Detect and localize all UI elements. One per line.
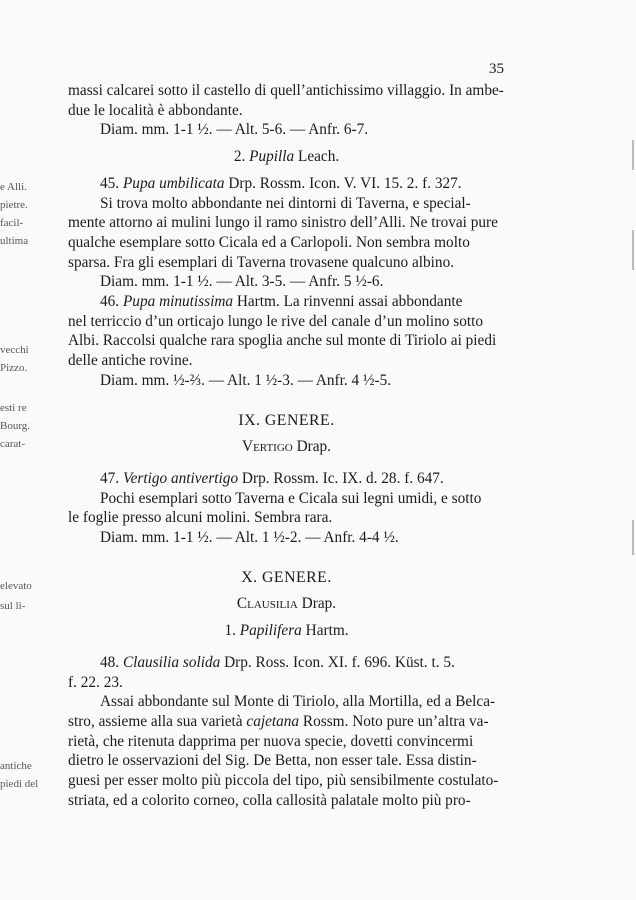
- text-line: due le località è abbondante.: [68, 101, 243, 119]
- text-line: delle antiche rovine.: [68, 352, 193, 370]
- text-line: sparsa. Fra gli esemplari di Taverna trovasene qualcuno albino.: [68, 253, 455, 271]
- species-number: 45.: [100, 174, 120, 192]
- text-line: [68, 712, 505, 732]
- text-line: mente attorno ai mulini lungo il ramo sinistro dell’Alli. Ne trovai pure: [68, 214, 498, 232]
- text-line: striata, ed a colorito corneo, colla callosità palatale molto più pro-: [68, 791, 471, 809]
- margin-fragment: pietre.: [0, 199, 28, 211]
- subgenus-heading: [68, 147, 505, 167]
- text-line: rietà, che ritenuta dapprima per nuova specie, dovetti convincermi: [68, 732, 474, 750]
- species-number: 48.: [100, 653, 120, 671]
- species-number: 46.: [100, 293, 120, 311]
- species-name: Pupa umbilicata: [122, 174, 225, 192]
- margin-fragment: carat-: [0, 438, 26, 450]
- text-fragment: stro, assieme alla sua varietà: [68, 712, 247, 730]
- text-line: guesi per esser molto più piccola del tipo, più sensibilmente costulato-: [68, 772, 499, 790]
- subgenus-name: Pupilla: [249, 148, 295, 166]
- measurement-line: Diam. mm. 1-1 ½. — Alt. 5-6. — Anfr. 6-7.: [100, 121, 369, 139]
- genus-author: Drap.: [296, 438, 331, 456]
- text-line: qualche esemplare sotto Cicala ed a Carlopoli. Non sembra molto: [68, 233, 470, 251]
- subgenus-name: Papilifera: [239, 622, 302, 640]
- species-entry-47: [68, 469, 505, 489]
- text-fragment: Rossm. Noto pure un’altra va-: [299, 712, 489, 730]
- species-reference: Drp. Rossm. Ic. IX. d. 28. f. 647.: [241, 469, 444, 487]
- subgenus-number: 1.: [224, 622, 236, 640]
- page-text: [68, 81, 505, 811]
- margin-fragment: ultima: [0, 235, 29, 247]
- margin-fragment: facil-: [0, 217, 24, 229]
- species-reference: Hartm. La rinvenni assai abbondante: [236, 293, 463, 311]
- text-line: Pochi esemplari sotto Taverna e Cicala sui legni umidi, e sotto: [100, 489, 482, 507]
- species-entry-46: [68, 292, 505, 312]
- page-edge-mark: [632, 520, 634, 555]
- species-reference: Drp. Rossm. Icon. V. VI. 15. 2. f. 327.: [228, 174, 462, 192]
- species-entry-48: [68, 653, 505, 673]
- text-line: dietro le osservazioni del Sig. De Betta, non esser tale. Essa distin-: [68, 752, 477, 770]
- page-number: 35: [489, 61, 504, 77]
- species-name: Clausilia solida: [122, 653, 221, 671]
- margin-fragment: vecchi: [0, 344, 29, 356]
- text-line: le foglie presso alcuni molini. Sembra rara.: [68, 509, 333, 527]
- species-reference: Drp. Ross. Icon. XI. f. 696. Küst. t. 5.: [224, 653, 455, 671]
- subgenus-heading: [68, 621, 505, 641]
- species-name: Vertigo antivertigo: [122, 469, 239, 487]
- text-line: nel terriccio d’un orticajo lungo le rive del canale d’un molino sotto: [68, 312, 484, 330]
- text-line: massi calcarei sotto il castello di quell’antichissimo villaggio. In ambe-: [68, 82, 504, 99]
- margin-fragment: piedi del: [0, 778, 39, 790]
- text-line: Assai abbondante sul Monte di Tiriolo, alla Mortilla, ed a Belca-: [100, 693, 496, 711]
- margin-fragment: elevato: [0, 580, 32, 592]
- margin-fragment: antiche: [0, 760, 32, 772]
- genus-author: Drap.: [301, 595, 337, 613]
- measurement-line: Diam. mm. ½-⅔. — Alt. 1 ½-3. — Anfr. 4 ½-5.: [100, 371, 392, 389]
- measurement-line: Diam. mm. 1-1 ½. — Alt. 1 ½-2. — Anfr. 4-4 ½.: [100, 529, 399, 547]
- margin-fragment: e Alli.: [0, 181, 27, 193]
- species-entry-45: [68, 174, 505, 194]
- variety-name: cajetana: [246, 712, 300, 730]
- text-line: f. 22. 23.: [68, 673, 123, 691]
- left-margin-fragments: [0, 0, 40, 900]
- genus-name-line: [68, 594, 505, 614]
- page-edge-mark: [632, 230, 634, 270]
- genus-heading: IX. GENERE.: [238, 411, 335, 429]
- page-edge-mark: [632, 140, 634, 170]
- species-number: 47.: [100, 469, 120, 487]
- text-line: Albi. Raccolsi qualche rara spoglia anche sul monte di Tiriolo ai piedi: [68, 332, 497, 350]
- genus-name: Vertigo: [242, 438, 293, 456]
- measurement-line: Diam. mm. 1-1 ½. — Alt. 3-5. — Anfr. 5 ½-6.: [100, 273, 384, 291]
- subgenus-number: 2.: [233, 148, 246, 166]
- genus-heading: X. GENERE.: [241, 568, 332, 586]
- species-name: Pupa minutissima: [122, 293, 234, 311]
- subgenus-author: Leach.: [298, 148, 340, 166]
- margin-fragment: Pizzo.: [0, 362, 28, 374]
- margin-fragment: Bourg.: [0, 420, 31, 432]
- margin-fragment: sul li-: [0, 600, 26, 612]
- genus-name: Clausilia: [236, 595, 298, 613]
- subgenus-author: Hartm.: [305, 622, 349, 640]
- text-line: Si trova molto abbondante nei dintorni di Taverna, e special-: [100, 194, 471, 212]
- genus-name-line: [68, 437, 505, 457]
- margin-fragment: esti re: [0, 402, 27, 414]
